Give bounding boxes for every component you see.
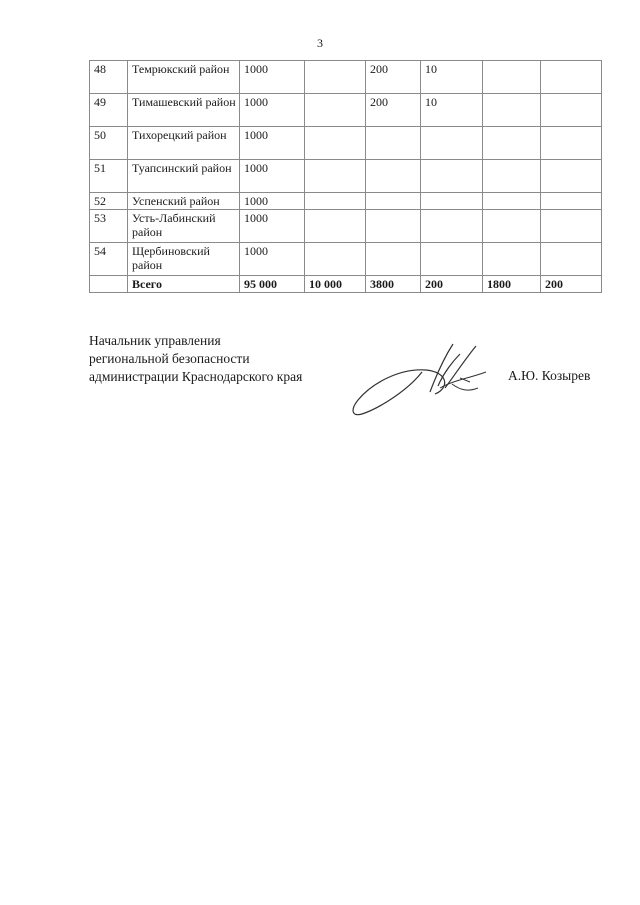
table-row [90, 243, 602, 276]
total-col5: 1800 [483, 276, 541, 293]
cell-col1: 1000 [240, 160, 305, 193]
cell-col5 [483, 210, 541, 243]
total-row [90, 276, 602, 293]
cell-col2 [305, 243, 366, 276]
cell-col4 [421, 210, 483, 243]
cell-col5 [483, 61, 541, 94]
table-row [90, 160, 602, 193]
cell-col1: 1000 [240, 193, 305, 210]
cell-col5 [483, 193, 541, 210]
cell-col4: 10 [421, 94, 483, 127]
page-number: 3 [317, 36, 323, 50]
cell-col4 [421, 127, 483, 160]
cell-col4 [421, 243, 483, 276]
signer-name: А.Ю. Козырев [508, 368, 591, 383]
cell-col4 [421, 193, 483, 210]
cell-col4 [421, 160, 483, 193]
cell-col6 [541, 243, 602, 276]
table-row [90, 61, 602, 94]
cell-col6 [541, 94, 602, 127]
cell-col5 [483, 160, 541, 193]
row-number: 52 [90, 193, 128, 210]
row-number: 54 [90, 243, 128, 276]
row-number: 53 [90, 210, 128, 243]
cell-col3 [366, 127, 421, 160]
total-label: Всего [128, 276, 240, 293]
position-line: региональной безопасности [89, 351, 250, 366]
table-row [90, 127, 602, 160]
position-line: администрации Краснодарского края [89, 369, 303, 384]
cell-col6 [541, 193, 602, 210]
cell-col2 [305, 160, 366, 193]
allocation-table [89, 60, 602, 293]
cell-col1: 1000 [240, 243, 305, 276]
handwritten-signature [350, 338, 500, 420]
cell-col6 [541, 210, 602, 243]
cell-col2 [305, 94, 366, 127]
total-col2: 10 000 [305, 276, 366, 293]
row-number: 49 [90, 94, 128, 127]
district-name: Тихорецкий район [128, 127, 240, 160]
position-line: Начальник управления [89, 333, 221, 348]
total-col6: 200 [541, 276, 602, 293]
table-row [90, 193, 602, 210]
cell-col5 [483, 94, 541, 127]
total-col4: 200 [421, 276, 483, 293]
total-col1: 95 000 [240, 276, 305, 293]
cell-col5 [483, 243, 541, 276]
table-row [90, 94, 602, 127]
cell-col1: 1000 [240, 94, 305, 127]
signer-position [89, 332, 302, 386]
row-number: 48 [90, 61, 128, 94]
cell-col1: 1000 [240, 210, 305, 243]
cell-col2 [305, 127, 366, 160]
row-number [90, 276, 128, 293]
district-name: Тимашевский район [128, 94, 240, 127]
cell-col6 [541, 160, 602, 193]
district-name: Успенский район [128, 193, 240, 210]
cell-col3: 200 [366, 61, 421, 94]
total-col3: 3800 [366, 276, 421, 293]
table-row [90, 210, 602, 243]
cell-col3 [366, 193, 421, 210]
cell-col1: 1000 [240, 127, 305, 160]
district-name: Туапсинский район [128, 160, 240, 193]
cell-col3: 200 [366, 94, 421, 127]
cell-col2 [305, 193, 366, 210]
cell-col3 [366, 210, 421, 243]
row-number: 51 [90, 160, 128, 193]
district-name: Темрюкский район [128, 61, 240, 94]
cell-col1: 1000 [240, 61, 305, 94]
cell-col2 [305, 210, 366, 243]
cell-col4: 10 [421, 61, 483, 94]
cell-col6 [541, 127, 602, 160]
cell-col3 [366, 160, 421, 193]
cell-col2 [305, 61, 366, 94]
row-number: 50 [90, 127, 128, 160]
cell-col5 [483, 127, 541, 160]
cell-col3 [366, 243, 421, 276]
district-name: Щербиновский район [128, 243, 240, 276]
cell-col6 [541, 61, 602, 94]
district-name: Усть-Лабинский район [128, 210, 240, 243]
